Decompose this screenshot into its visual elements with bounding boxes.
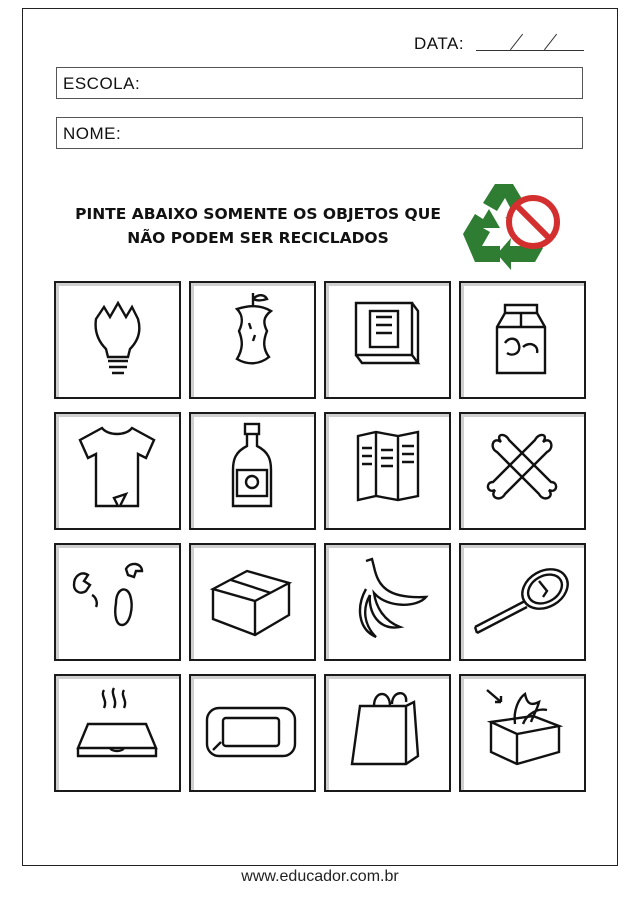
glass-bottle-icon — [191, 414, 314, 528]
cell-tissue-box[interactable] — [459, 674, 586, 792]
apple-core-icon — [191, 283, 314, 397]
milk-carton-icon — [461, 283, 584, 397]
cell-eggshells[interactable] — [54, 543, 181, 661]
no-recycling-icon — [455, 176, 563, 274]
cell-broken-mirror[interactable] — [459, 543, 586, 661]
date-input-line[interactable] — [476, 50, 584, 51]
banana-peel-icon — [326, 545, 449, 659]
eggshells-icon — [56, 545, 179, 659]
cell-folded-brochure[interactable] — [324, 412, 451, 530]
cell-baking-pan[interactable] — [189, 674, 316, 792]
bone-icon — [461, 414, 584, 528]
cell-cardboard-box[interactable] — [189, 543, 316, 661]
folded-brochure-icon — [326, 414, 449, 528]
cell-glass-bottle[interactable] — [189, 412, 316, 530]
cell-apple-core[interactable] — [189, 281, 316, 399]
date-label: DATA: — [414, 34, 465, 53]
hot-food-tray-icon — [56, 676, 179, 790]
cell-banana-peel[interactable] — [324, 543, 451, 661]
cell-broken-light-bulb[interactable] — [54, 281, 181, 399]
name-field[interactable] — [56, 117, 583, 149]
shopping-bag-icon — [326, 676, 449, 790]
name-label: NOME: — [63, 124, 122, 143]
instruction-line-2: NÃO PODEM SER RECICLADOS — [127, 229, 389, 247]
instruction-text — [60, 202, 456, 250]
baking-pan-icon — [191, 676, 314, 790]
book-icon — [326, 283, 449, 397]
torn-shirt-icon — [56, 414, 179, 528]
cell-shopping-bag[interactable] — [324, 674, 451, 792]
cell-torn-shirt[interactable] — [54, 412, 181, 530]
cell-bone[interactable] — [459, 412, 586, 530]
school-field[interactable] — [56, 67, 583, 99]
cell-book[interactable] — [324, 281, 451, 399]
cell-milk-carton[interactable] — [459, 281, 586, 399]
cardboard-box-icon — [191, 545, 314, 659]
footer-website: www.educador.com.br — [241, 868, 399, 885]
instruction-line-1: PINTE ABAIXO SOMENTE OS OBJETOS QUE — [75, 205, 441, 223]
school-label: ESCOLA: — [63, 74, 141, 93]
broken-mirror-icon — [461, 545, 584, 659]
broken-light-bulb-icon — [56, 283, 179, 397]
cell-hot-food-tray[interactable] — [54, 674, 181, 792]
tissue-box-icon — [461, 676, 584, 790]
